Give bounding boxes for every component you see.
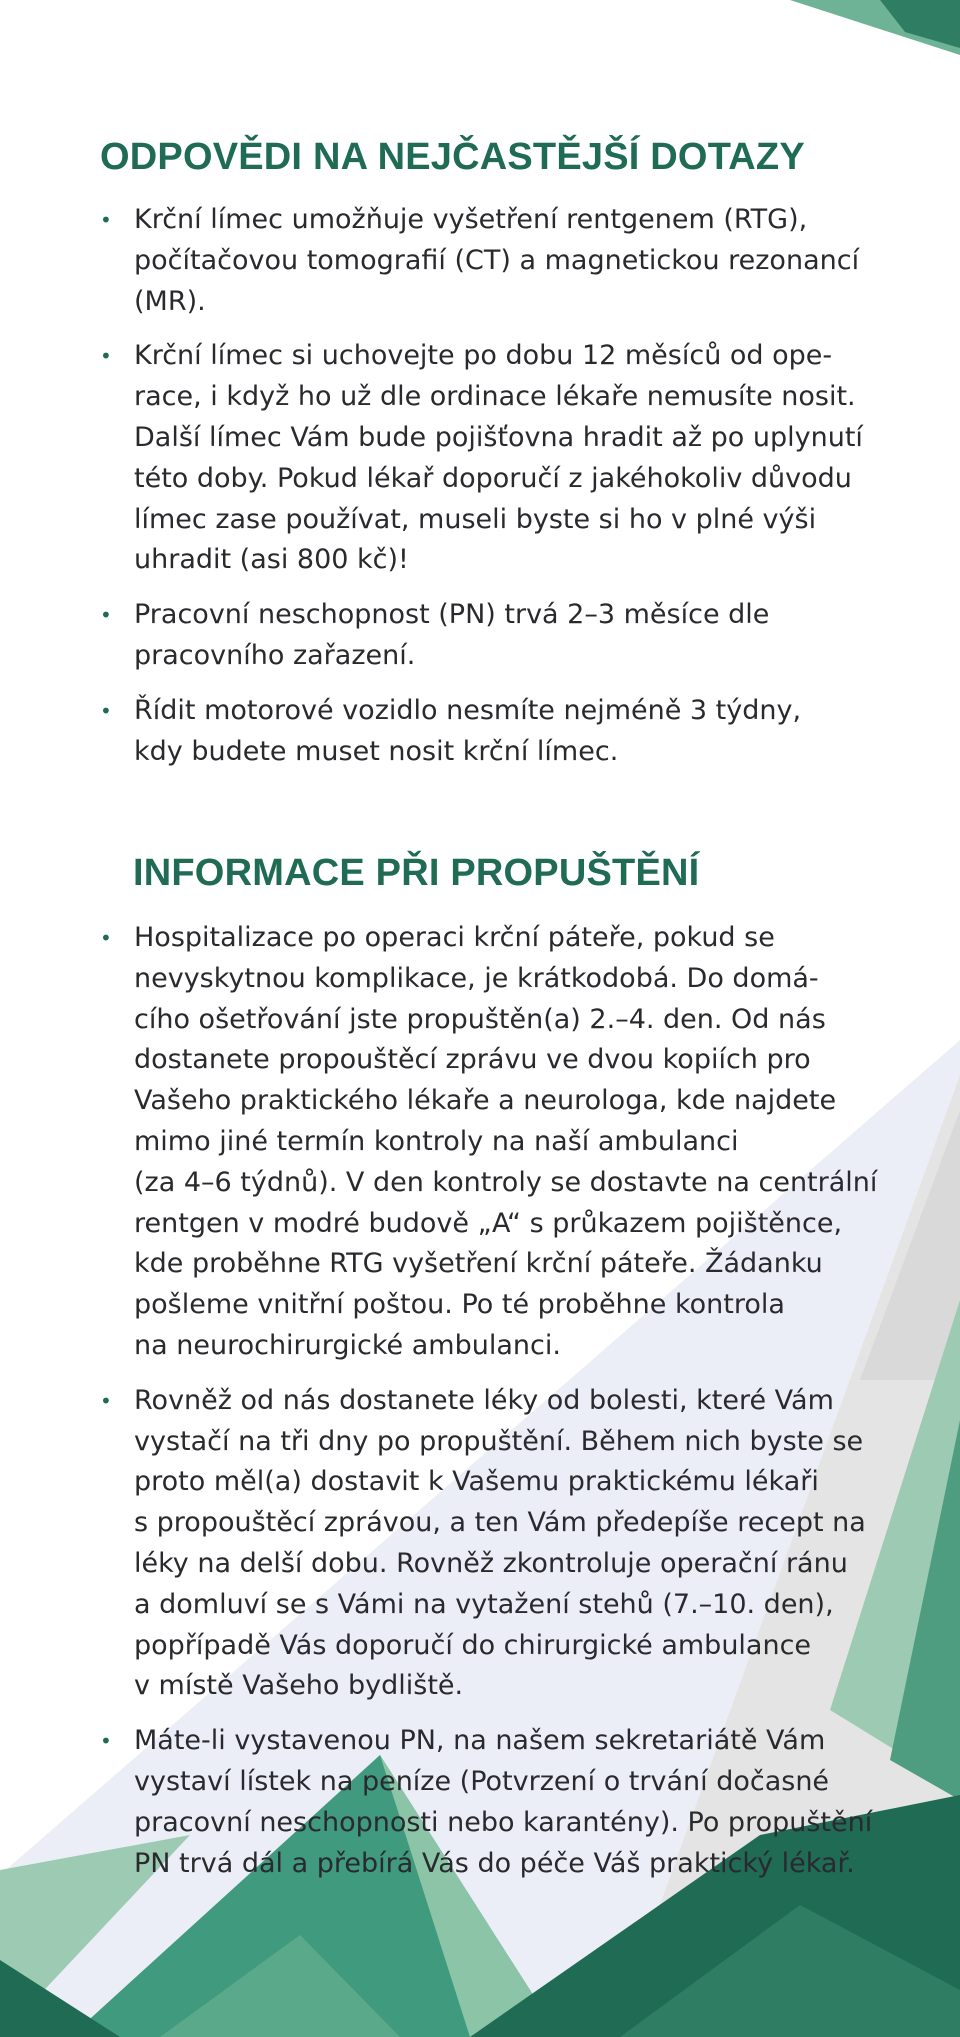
bullet-icon: •	[100, 344, 112, 369]
list-item-text-line: dostanete propouštěcí zprávu ve dvou kopiích pro	[134, 1044, 811, 1076]
list-item-text-line: pošleme vnitřní poštou. Po té proběhne kontrola	[134, 1289, 785, 1321]
list-item-text-line: této doby. Pokud lékař doporučí z jakéhokoliv důvodu	[134, 462, 852, 494]
list-item-text-line: rentgen v modré budově „A“ s průkazem pojištěnce,	[134, 1207, 843, 1239]
bullet-icon: •	[100, 1388, 112, 1413]
bullet-icon: •	[100, 208, 112, 232]
list-item-text-line: kde proběhne RTG vyšetření krční páteře. Žádanku	[134, 1248, 823, 1280]
list-item	[0, 595, 874, 677]
list-item-text-line: proto měl(a) dostavit k Vašemu praktickému lékaři	[134, 1466, 819, 1498]
list-item-text-line: v místě Vašeho bydliště.	[134, 1670, 464, 1702]
list-item-text-line: Další límec Vám bude pojišťovna hradit až po uplynutí	[134, 421, 863, 453]
list-item-text-line: počítačovou tomografií (CT) a magnetickou rezonancí	[134, 244, 860, 276]
list-item-text-line: Hospitalizace po operaci krční páteře, pokud se	[134, 922, 775, 953]
section-heading-faq: ODPOVĚDI NA NEJČASTĚJŠÍ DOTAZY	[100, 136, 805, 178]
list-item-text-line: Řídit motorové vozidlo nesmíte nejméně 3 týdny,	[134, 694, 802, 726]
list-item-text-line: Vašeho praktického lékaře a neurologa, kde najdete	[134, 1085, 837, 1117]
bullet-icon: •	[100, 698, 112, 723]
list-item-text-line: uhradit (asi 800 kč)!	[134, 544, 409, 576]
list-item-text-line: nevyskytnou komplikace, je krátkodobá. Do domá-	[134, 962, 819, 994]
list-item-text-line: Máte-li vystavenou PN, na našem sekretariátě Vám	[134, 1725, 826, 1757]
list-item-text-line: Pracovní neschopnost (PN) trvá 2–3 měsíce dle	[134, 599, 770, 631]
list-item-text-line: (za 4–6 týdnů). V den kontroly se dostavte na centrální	[134, 1166, 878, 1198]
discharge-info-list	[0, 918, 960, 1898]
list-item	[0, 918, 878, 1367]
list-item	[0, 200, 874, 322]
section-heading-discharge: INFORMACE PŘI PROPUŠTĚNÍ	[133, 852, 700, 894]
list-item-text-line: cího ošetřování jste propuštěn(a) 2.–4. den. Od nás	[134, 1003, 826, 1035]
list-item-text-line: na neurochirurgické ambulanci.	[134, 1329, 561, 1361]
list-item-text-line: Krční límec si uchovejte po dobu 12 měsíců od ope-	[134, 340, 833, 372]
list-item-text-line: Krční límec umožňuje vyšetření rentgenem (RTG),	[134, 204, 808, 235]
list-item	[0, 336, 874, 581]
list-item-text-line: límec zase používat, museli byste si ho v plné výši	[134, 503, 817, 535]
list-item-text-line: Rovněž od nás dostanete léky od bolesti, které Vám	[134, 1384, 834, 1416]
list-item	[0, 691, 874, 773]
faq-list	[0, 200, 960, 786]
list-item-text-line: a domluví se s Vámi na vytažení stehů (7.–10. den),	[134, 1588, 834, 1620]
list-item-text-line: mimo jiné termín kontroly na naší ambulanci	[134, 1125, 739, 1157]
list-item-text-line: popřípadě Vás doporučí do chirurgické ambulance	[134, 1629, 812, 1661]
list-item-text-line: vystaví lístek na peníze (Potvrzení o trvání dočasné	[134, 1765, 830, 1797]
list-item-text-line: PN trvá dál a přebírá Vás do péče Váš praktický lékař.	[134, 1847, 855, 1879]
list-item-text-line: race, i když ho už dle ordinace lékaře nemusíte nosit.	[134, 381, 856, 413]
list-item-text-line: pracovní neschopnosti nebo karantény). Po propuštění	[134, 1806, 873, 1838]
list-item-text-line: léky na delší dobu. Rovněž zkontroluje operační ránu	[134, 1547, 848, 1579]
list-item-text-line: (MR).	[134, 285, 206, 317]
list-item-text-line: pracovního zařazení.	[134, 639, 416, 671]
bullet-icon: •	[100, 1729, 112, 1754]
bullet-icon: •	[100, 926, 112, 950]
bullet-icon: •	[100, 603, 112, 628]
list-item	[0, 1381, 874, 1707]
list-item	[0, 1721, 874, 1884]
list-item-text-line: kdy budete muset nosit krční límec.	[134, 735, 619, 767]
list-item-text-line: s propouštěcí zprávou, a ten Vám předepíše recept na	[134, 1507, 866, 1539]
list-item-text-line: vystačí na tři dny po propuštění. Během nich byste se	[134, 1425, 864, 1457]
